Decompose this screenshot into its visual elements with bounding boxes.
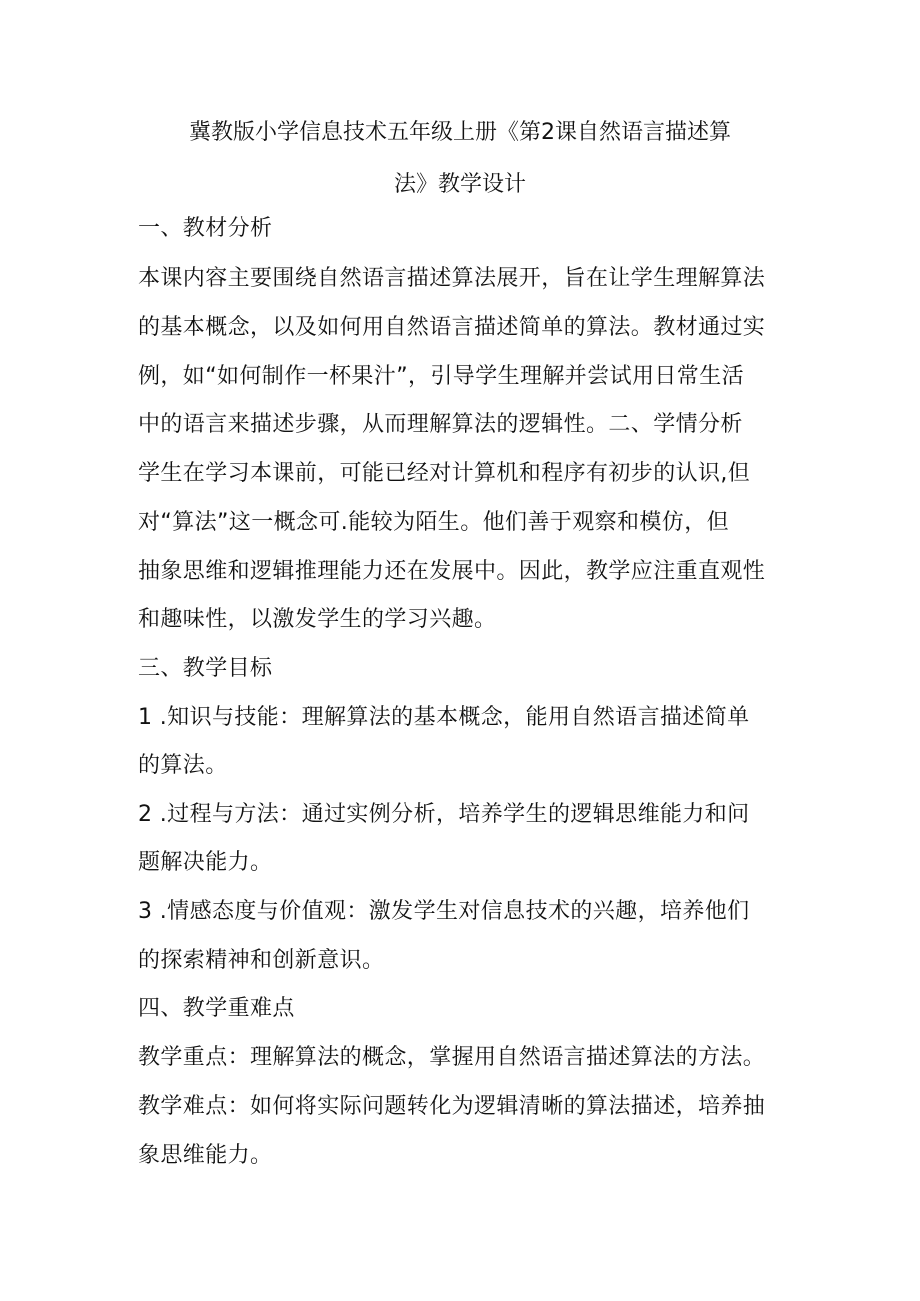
section-heading-textbook-analysis: 一、教材分析 xyxy=(138,216,273,241)
list-item-line: 的探索精神和创新意识。 xyxy=(138,948,385,973)
paragraph-line: 抽象思维和逻辑推理能力还在发展中。因此，教学应注重直观性 xyxy=(138,559,766,584)
paragraph-line: 中的语言来描述步骤，从而理解算法的逻辑性。二、学情分析 xyxy=(138,412,743,437)
list-item-line: 3 .情感态度与价值观：激发学生对信息技术的兴趣，培养他们 xyxy=(138,899,750,924)
paragraph-line: 象思维能力。 xyxy=(138,1143,273,1168)
paragraph-line: 教学重点：理解算法的概念，掌握用自然语言描述算法的方法。 xyxy=(138,1045,766,1070)
paragraph-line: 例，如“如何制作一杯果汁”，引导学生理解并尝试用日常生活 xyxy=(138,364,744,389)
list-item-line: 1 .知识与技能：理解算法的基本概念，能用自然语言描述简单 xyxy=(138,705,750,730)
paragraph-line: 的基本概念，以及如何用自然语言描述简单的算法。教材通过实 xyxy=(138,315,766,340)
list-item-line: 题解决能力。 xyxy=(138,850,273,875)
document-title-line-2: 法》教学设计 xyxy=(393,172,526,197)
document-title-line-1: 冀教版小学信息技术五年级上册《第2课自然语言描述算 xyxy=(189,120,731,145)
section-heading-key-difficult-points: 四、教学重难点 xyxy=(138,996,295,1021)
section-heading-teaching-objectives: 三、教学目标 xyxy=(138,656,273,681)
list-item-line: 2 .过程与方法：通过实例分析，培养学生的逻辑思维能力和问 xyxy=(138,802,750,827)
paragraph-line: 学生在学习本课前，可能已经对计算机和程序有初步的认识,但 xyxy=(138,461,751,486)
paragraph-line: 和趣味性，以激发学生的学习兴趣。 xyxy=(138,607,497,632)
list-item-line: 的算法。 xyxy=(138,753,228,778)
paragraph-line: 本课内容主要围绕自然语言描述算法展开，旨在让学生理解算法 xyxy=(138,266,766,291)
paragraph-line: 对“算法”这一概念可.能较为陌生。他们善于观察和模仿，但 xyxy=(138,510,729,535)
paragraph-line: 教学难点：如何将实际问题转化为逻辑清晰的算法描述，培养抽 xyxy=(138,1094,766,1119)
